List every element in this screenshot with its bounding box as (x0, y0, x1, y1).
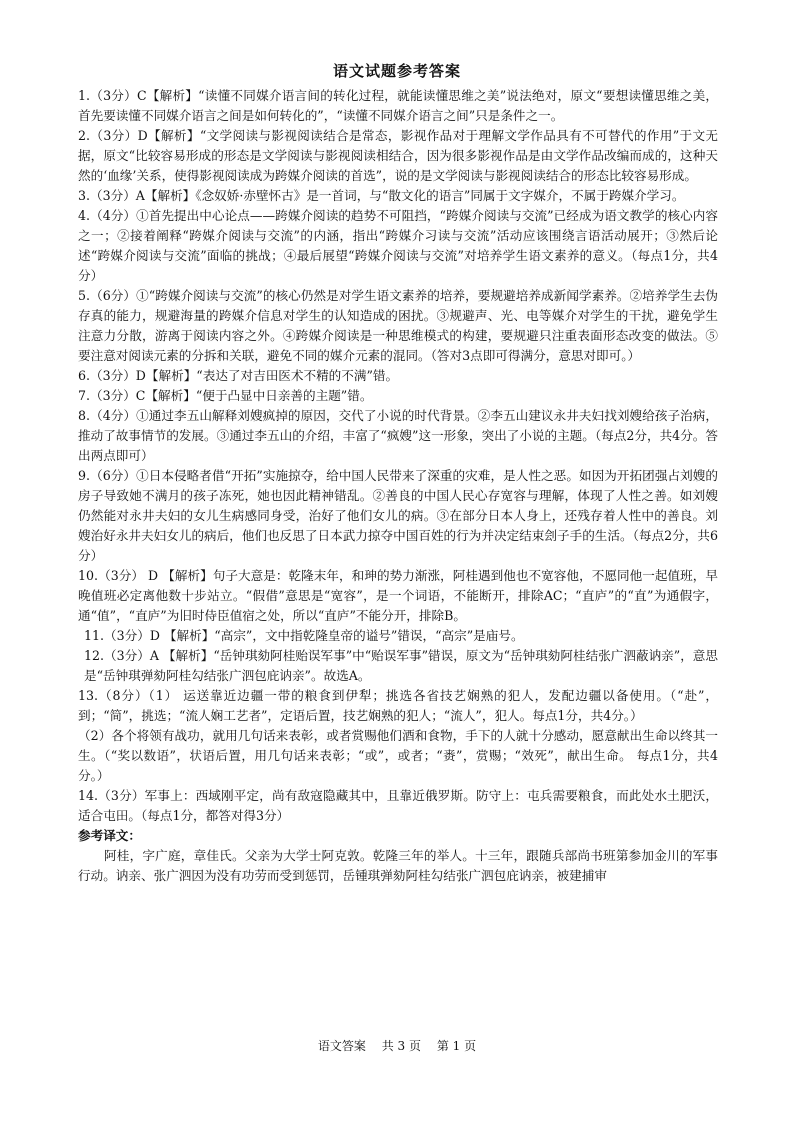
footer-page-number: 第 1 页 (436, 1039, 477, 1053)
answer-item: 4.（4分）①首先提出中心论点——跨媒介阅读的趋势不可阻挡，“跨媒介阅读与交流”已经成为语文教学的核心内容之一；②接着阐释“跨媒介阅读与交流”的内涵，指出“跨媒介习读与交流”活动应该围绕言语活动展开；③然后论述“跨媒介阅读与交流”面临的挑战；④最后展望“跨媒介阅读与交流”对培养学生语文素养的意义。（每点1分，共4分） (78, 208, 718, 283)
answer-item: 1.（3分）C【解析】“读懂不同媒介语言间的转化过程，就能读懂思维之美”说法绝对，原文“要想读懂思维之美，首先要读懂不同媒介语言之间是如何转化的”，“读懂不同媒介语言之间”只是条件之一。 (78, 88, 718, 123)
answer-item: 10.（3分） D 【解析】句子大意是：乾隆末年，和珅的势力渐涨，阿桂遇到他也不宽容他，不愿同他一起值班，早晚值班必定离他数十步站立。“假借”意思是“宽容”，是一个词语，不能断开，排除AC；“直庐”的“直”为通假字，通“值”，“直庐”为旧时侍臣值宿之处，所以“直庐”不能分开，排除B。 (78, 568, 718, 623)
answer-item: 5.（6分）①“跨媒介阅读与交流”的核心仍然是对学生语文素养的培养，要规避培养成新闻学素养。②培养学生去伪存真的能力，规避海量的跨媒介信息对学生的认知造成的困扰。③规避声、光、电等媒介对学生的干扰，避免学生注意力分散，游离于阅读内容之外。④跨媒介阅读是一种思维模式的构建，要规避只注重表面形态改变的做法。⑤要注意对阅读元素的分拆和关联，避免不同的媒介元素的混同。（答对3点即可得满分，意思对即可。） (78, 288, 718, 363)
answer-item: 8.（4分）①通过李五山解释刘嫂疯掉的原因，交代了小说的时代背景。②李五山建议永井夫妇找刘嫂给孩子治病，推动了故事情节的发展。③通过李五山的介绍，丰富了“疯嫂”这一形象，突出了小说的主题。（每点2分，共4分。答出两点即可） (78, 408, 718, 463)
answer-item: 14.（3分）军事上：西域刚平定，尚有敌寇隐藏其中，且靠近俄罗斯。防守上：屯兵需要粮食，而此处水土肥沃，适合屯田。（每点1分，都答对得3分） (78, 788, 718, 823)
answer-item: 12.（3分）A 【解析】“岳钟琪劾阿桂贻误军事”中“贻误军事”错误，原文为“岳钟琪劾阿桂结张广泗蔽讷亲”，意思是“岳钟琪弹劾阿桂勾结张广泗包庇讷亲”。故选A。 (84, 648, 718, 683)
answer-body (78, 86, 718, 886)
footer-total-pages: 共 3 页 (381, 1039, 421, 1053)
answer-item: 9.（6分）①日本侵略者借“开拓”实施掠夺，给中国人民带来了深重的灾难，是人性之恶。如因为开拓团强占刘嫂的房子导致她不满月的孩子冻死，她也因此精神错乱。②善良的中国人民心存宽容与理解，体现了人性之善。如刘嫂仍然能对永井夫妇的女儿生病感同身受，治好了他们女儿的病。③在部分日本人身上，还残存着人性中的善良。刘嫂治好永井夫妇女儿的病后，他们也反思了日本武力掠夺中国百姓的行为并决定结束刽子手的生活。（每点2分，共6分） (78, 468, 718, 563)
page-footer (0, 1037, 794, 1054)
answer-item: 11.（3分）D 【解析】“高宗”，文中指乾隆皇帝的谥号”错误，“高宗”是庙号。 (84, 628, 524, 643)
answer-item: 6.（3分）D【解析】“表达了对吉田医术不精的不满”错。 (78, 368, 399, 383)
reference-translation: 阿桂，字广庭，章佳氏。父亲为大学士阿克敦。乾隆三年的举人。十三年，跟随兵部尚书班第参加金川的军事行动。讷亲、张广泗因为没有功劳而受到惩罚，岳锺琪弹劾阿桂勾结张广泗包庇讷亲，被建捕审 (78, 848, 718, 883)
answer-item: 7.（3分）C【解析】“便于凸显中日亲善的主题”错。 (78, 388, 373, 403)
reference-translation-label: 参考译文： (78, 828, 141, 843)
answer-item: 2.（3分）D【解析】“文学阅读与影视阅读结合是常态，影视作品对于理解文学作品具有不可替代的作用”于文无据，原文“比较容易形成的形态是文学阅读与影视阅读相结合，因为很多影视作品是由文学作品改编而成的，这种天然的‘血缘’关系，使得影视阅读成为跨媒介阅读的首选”，说的是文学阅读与影视阅读结合的形态比较容易形成。 (78, 128, 718, 183)
page-title: 语文试题参考答案 (332, 62, 461, 80)
answer-item: （2）各个将领有战功，就用几句话来表彰，或者赏赐他们酒和食物，手下的人就十分感动，愿意献出生命以终其一生。（“奖以数语”，状语后置，用几句话来表彰；“或”，或者；“赉”，赏赐；“效死”，献出生命。 每点1分，共4分。） (78, 728, 718, 783)
answer-item: 3.（3分）A【解析】《念奴娇·赤壁怀古》是一首词，与“散文化的语言”同属于文字媒介，不属于跨媒介学习。 (78, 188, 685, 203)
footer-subject: 语文答案 (317, 1039, 366, 1053)
answer-item: 13.（8分）（1） 运送靠近边疆一带的粮食到伊犁；挑选各省技艺娴熟的犯人，发配边疆以备使用。（“赴”，到；“简”，挑选；“流人娴工艺者”，定语后置，技艺娴熟的犯人；“流人”，犯人。每点1分，共4分。） (78, 688, 718, 723)
